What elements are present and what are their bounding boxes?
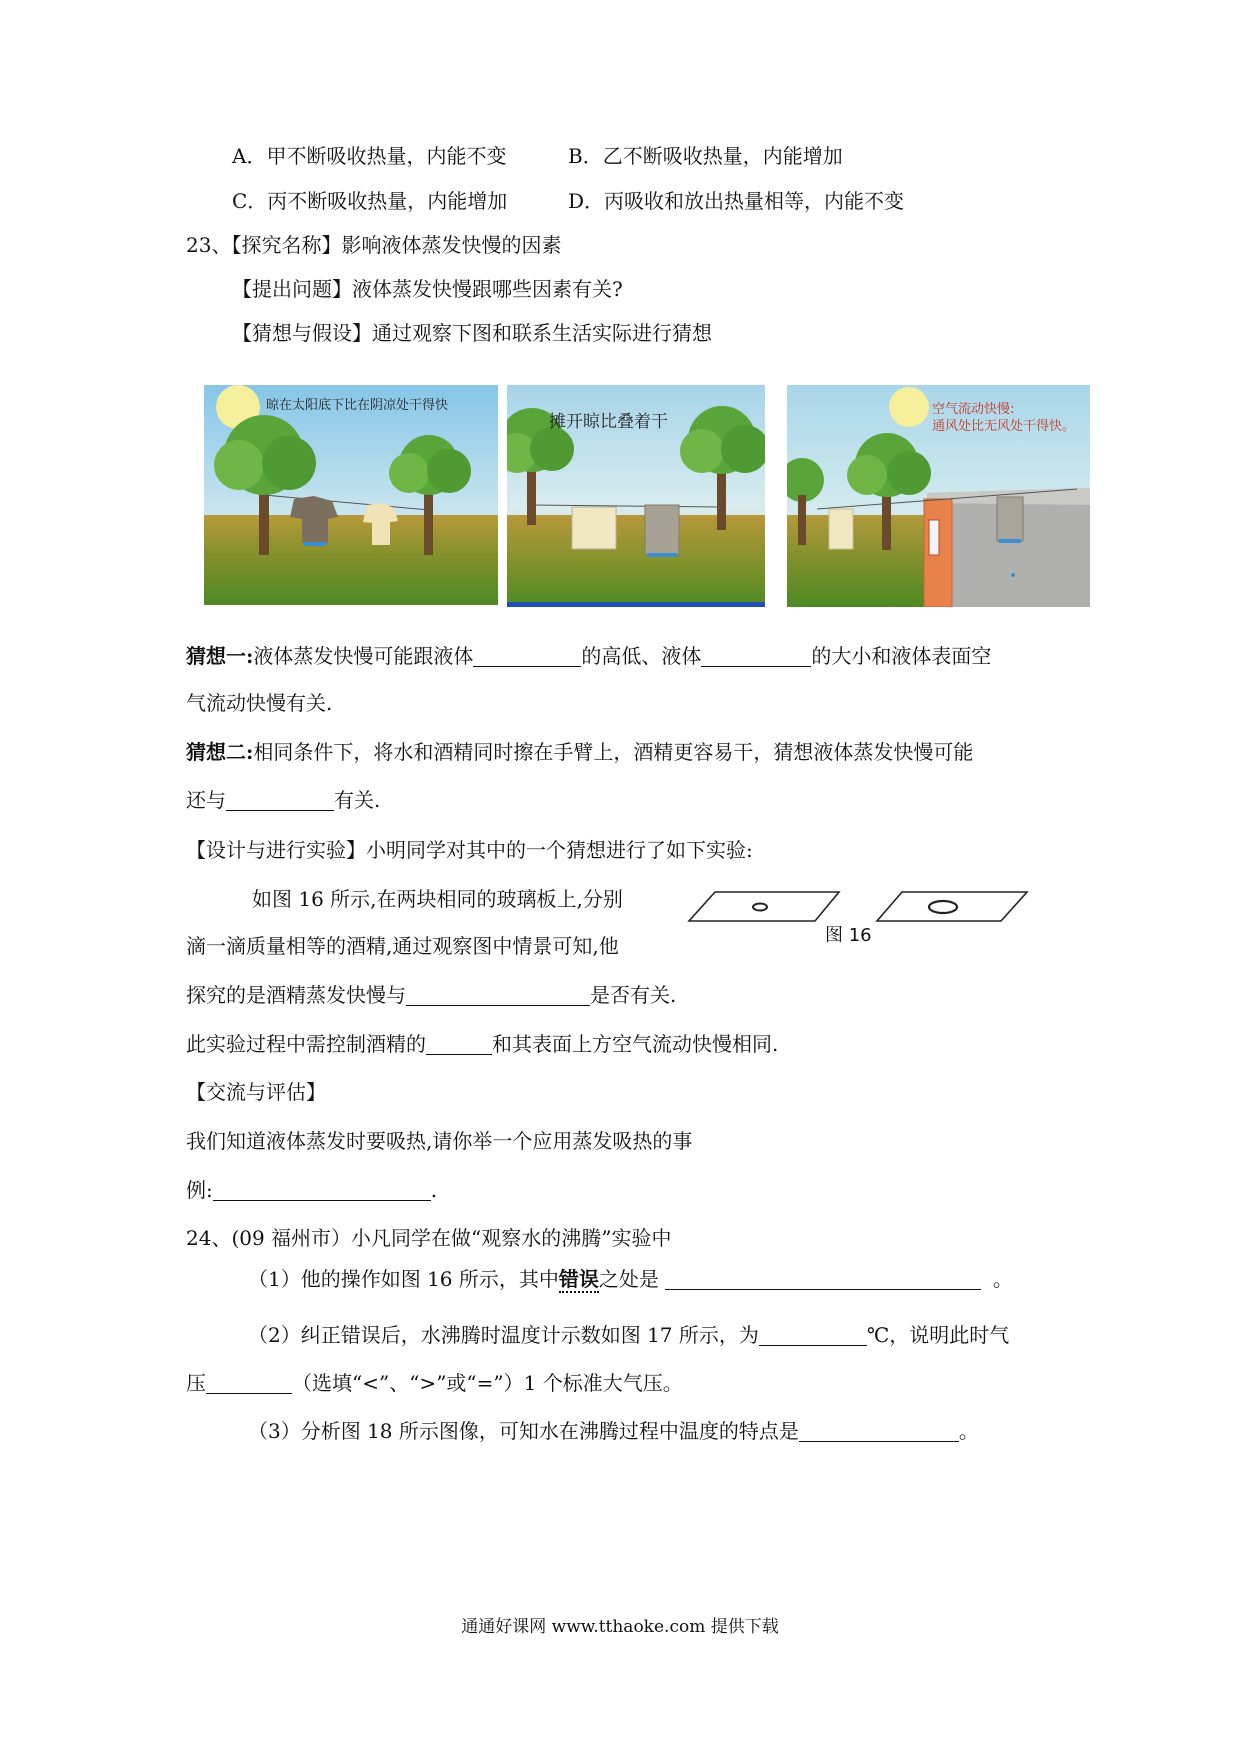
q24-title: 24、(09 福州市）小凡同学在做“观察水的沸腾”实验中 — [186, 1226, 672, 1250]
q24-part2-text-b: ℃，说明此时气 — [866, 1323, 1010, 1347]
pic3-caption-line1: 空气流动快慢: — [932, 402, 1015, 417]
guess1-line2: 气流动快慢有关. — [186, 691, 333, 715]
q24-part1-blank[interactable] — [665, 1269, 981, 1290]
experiment-line2: 滴一滴质量相等的酒精,通过观察图中情景可知,他 — [186, 934, 619, 958]
experiment-text-a: 探究的是酒精蒸发快慢与 — [186, 983, 406, 1007]
guess1-text-a: 液体蒸发快慢可能跟液体 — [253, 644, 474, 668]
q24-part1-text-a: （1）他的操作如图 16 所示，其中 — [248, 1267, 559, 1291]
q24-part2-text-c: 压 — [186, 1371, 206, 1395]
guess2-text-b: 还与 — [186, 788, 226, 812]
figure-16-label: 图 16 — [825, 925, 872, 946]
evaluation-text-b: . — [430, 1178, 438, 1202]
q24-part2-line2 — [186, 1370, 683, 1396]
q23-title: 23、【探究名称】影响液体蒸发快慢的因素 — [186, 233, 562, 257]
guess1-line1 — [186, 643, 991, 669]
pic1-caption: 晾在太阳底下比在阴凉处干得快 — [266, 398, 449, 413]
airflow-drying-illustration — [787, 385, 1090, 607]
evaluation-line2 — [186, 1177, 437, 1203]
experiment-text-c: 此实验过程中需控制酒精的 — [186, 1032, 426, 1056]
q23-hypothesis-intro: 【猜想与假设】通过观察下图和联系生活实际进行猜想 — [232, 321, 712, 345]
guess1-blank-1[interactable] — [473, 646, 581, 667]
guess2-line1 — [186, 739, 973, 765]
q24-part3-blank[interactable] — [799, 1421, 959, 1442]
guess2-text-a: 相同条件下，将水和酒精同时擦在手臂上，酒精更容易干，猜想液体蒸发快慢可能 — [253, 740, 974, 764]
q24-part3-text-b: 。 — [958, 1419, 979, 1443]
q24-part2-blank-2[interactable] — [206, 1373, 292, 1394]
guess2-line2 — [186, 787, 380, 813]
evaluation-blank[interactable] — [213, 1180, 431, 1201]
q24-part2-blank-1[interactable] — [759, 1325, 867, 1346]
guess2-label: 猜想二: — [186, 740, 254, 764]
q22-option-b: B．乙不断吸收热量，内能增加 — [568, 144, 843, 168]
experiment-line3 — [186, 982, 676, 1008]
page-footer: 通通好课网 www.tthaoke.com 提供下载 — [461, 1617, 779, 1637]
evaluation-text-a: 例: — [186, 1178, 213, 1202]
q24-part3 — [248, 1418, 979, 1444]
pic2-caption: 摊开晾比叠着干 — [549, 412, 668, 432]
experiment-text-b: 是否有关. — [590, 983, 677, 1007]
experiment-text-d: 和其表面上方空气流动快慢相同. — [492, 1032, 779, 1056]
q23-question: 【提出问题】液体蒸发快慢跟哪些因素有关? — [232, 277, 623, 301]
q24-part1-text-b: 之处是 — [598, 1267, 659, 1291]
experiment-line4 — [186, 1031, 778, 1057]
q24-part1-emphasis: 错误 — [558, 1267, 599, 1291]
guess1-text-c: 的大小和液体表面空 — [811, 644, 992, 668]
experiment-blank-2[interactable] — [426, 1034, 492, 1055]
pic3-caption-line2: 通风处比无风处干得快。 — [932, 419, 1076, 434]
experiment-blank-1[interactable] — [406, 985, 590, 1006]
pic3-caption — [932, 401, 1075, 435]
q24-part1 — [248, 1266, 1013, 1292]
sun-drying-illustration — [204, 385, 498, 605]
spread-vs-folded-illustration — [507, 385, 765, 607]
sun-icon — [889, 387, 929, 427]
q24-part2-text-d: （选填“<”、“>”或“=”）1 个标准大气压。 — [292, 1371, 683, 1395]
q22-option-c: C．丙不断吸收热量，内能增加 — [232, 189, 508, 213]
evaluation-heading: 【交流与评估】 — [186, 1080, 326, 1104]
guess2-text-c: 有关. — [334, 788, 381, 812]
design-heading: 【设计与进行实验】小明同学对其中的一个猜想进行了如下实验: — [186, 838, 753, 862]
guess1-label: 猜想一: — [186, 644, 254, 668]
q24-part2-text-a: （2）纠正错误后，水沸腾时温度计示数如图 17 所示，为 — [248, 1323, 759, 1347]
figure-16-glass-plates — [685, 885, 1031, 947]
guess1-text-b: 的高低、液体 — [581, 644, 702, 668]
q24-part1-text-c: 。 — [992, 1267, 1013, 1291]
q24-part3-text-a: （3）分析图 18 所示图像，可知水在沸腾过程中温度的特点是 — [248, 1419, 799, 1443]
q22-option-a: A．甲不断吸收热量，内能不变 — [232, 144, 507, 168]
guess2-blank[interactable] — [226, 790, 334, 811]
q22-option-d: D．丙吸收和放出热量相等，内能不变 — [568, 189, 905, 213]
evaluation-line1: 我们知道液体蒸发时要吸热,请你举一个应用蒸发吸热的事 — [186, 1129, 693, 1153]
guess1-blank-2[interactable] — [701, 646, 811, 667]
q24-part2-line1 — [248, 1322, 1009, 1348]
experiment-line1: 如图 16 所示,在两块相同的玻璃板上,分别 — [252, 887, 623, 911]
